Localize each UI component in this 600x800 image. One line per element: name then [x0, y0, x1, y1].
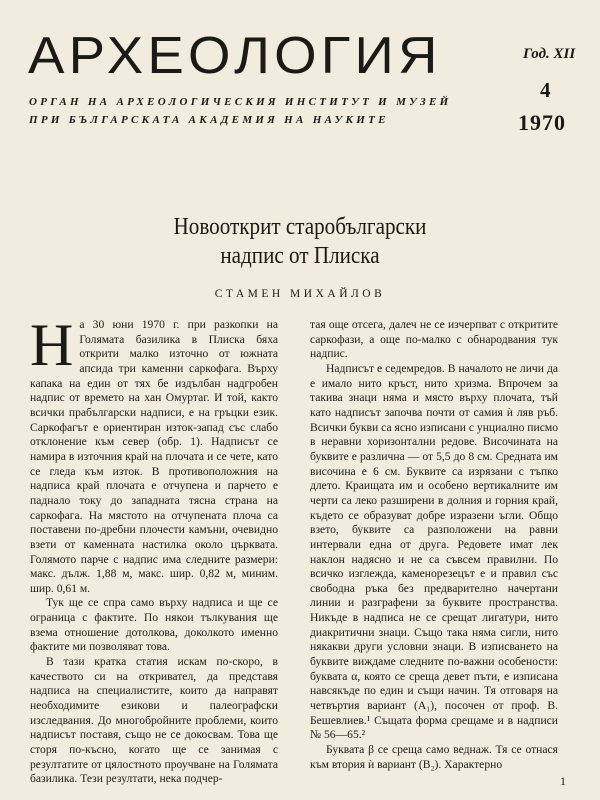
right-text-column: [310, 318, 558, 771]
paragraph-3: В тази кратка статия искам по-скоро, в качеството си на откривател, да представя надписа на специалистите, които да направят необходимите езикови и палеографски изследвания. До многобройните проблеми, които надписът поставя, също не се докосвам. Това ще сторя по-късно, когато ще се занимая с резултатите от цялостното проучване на Голямата базилика. Тези резултати, нека подчер-: [30, 655, 278, 786]
article-title-line1: Новооткрит старобългарски: [173, 214, 427, 240]
paragraph-5: Надписът е седемредов. В началото не личи да е имало нито кръст, нито хризма. Впрочем за такива знаци няма и място върху плочата, тъй като надписът започва почти от самия ѝ ляв ръб. Всички букви са ясно изписани с унциално писмо в неравни хоризонтални редове. Височината на буквите е различна — от 5,5 до 8 см. Средната им височина е 6 см. Буквите са изрязани с тъпко длето. Краищата им и особено вертикалните им черти са леко разширени в долния и горния край, където се образуват добре изразени ъгли. Общо взето, буквите са разположени на равни интервали една от друга. Редовете имат лек наклон надясно и не са съвсем правилни. По всичко изглежда, каменорезецът е и правил със свободна ръка без предварително начертани линии и разграфени за буквите пространства. Никъде в надписа не се срещат лигатури, нито диакритични знаци. Също така няма сигли, нито някакви други условни знаци. В изписването на буквите виждаме следните по-важни особености: буквата α, която се среща девет пъти, е изписана навсякъде по един и същи начин. Тя отговаря на четвъртия вариант (A₁), посочен от проф. В. Бешевлиев.¹ Същата форма срещаме и в надписи № 56—65.²: [310, 361, 558, 742]
paragraph-4: тая още отсега, далеч не се изчерпват с откритите саркофази, а още по-малко с обнародвания тук надпис.: [310, 318, 558, 361]
journal-title: АРХЕОЛОГИЯ: [28, 27, 442, 85]
journal-subtitle-line2: ПРИ БЪЛГАРСКАТА АКАДЕМИЯ НА НАУКИТЕ: [29, 114, 389, 126]
publication-year: 1970: [518, 110, 566, 135]
issue-number: 4: [540, 78, 551, 102]
journal-subtitle-line1: ОРГАН НА АРХЕОЛОГИЧЕСКИЯ ИНСТИТУТ И МУЗЕЙ: [29, 96, 452, 108]
paragraph-2: Тук ще се спра само върху надписа и ще се ограница с фактите. По някои тълкувания ще взема отношение дотолкова, доколкото именно фактите ми позволяват това.: [30, 596, 278, 654]
paragraph-6: Буквата β се среща само веднаж. Тя се отнася към втория ѝ вариант (B₂). Характерно: [310, 743, 558, 771]
paragraph-1-text: а 30 юни 1970 г. при разкопки на Голямата базилика в Плиска бяха открити малко източно от южната апсида три каменни саркофага. Върху капака на един от тях бе издълбан надгробен надпис от времето на хан Омуртаг. И той, както всички прабългарски надписи, е на гръцки език. Саркофагът е ориентиран изток-запад със слабо отклонение към север (обр. 1). Надписът се намира в източния край на плочата и се чете, като се гледа към изток. В противоположния на надписа край плочата е отчупена и парчето е паднало току до западната тясна страна на саркофага. На мястото на отчупената плоча са поставени по-дребни плочести камъни, очевидно взети от каменната настилка около църквата. Голямото парче с надпис има следните размери: макс. дълж. 1,88 м, макс. шир. 0,82 м, миним. шир. 0,61 м.: [30, 318, 278, 595]
left-text-column: [30, 312, 278, 786]
page-number: 1: [560, 774, 566, 788]
article-title-line2: надпис от Плиска: [220, 243, 380, 269]
volume-label: Год. XII: [523, 46, 576, 62]
article-author: СТАМЕН МИХАЙЛОВ: [214, 288, 386, 300]
drop-cap: Н: [30, 312, 74, 378]
paragraph-1: [30, 312, 278, 596]
